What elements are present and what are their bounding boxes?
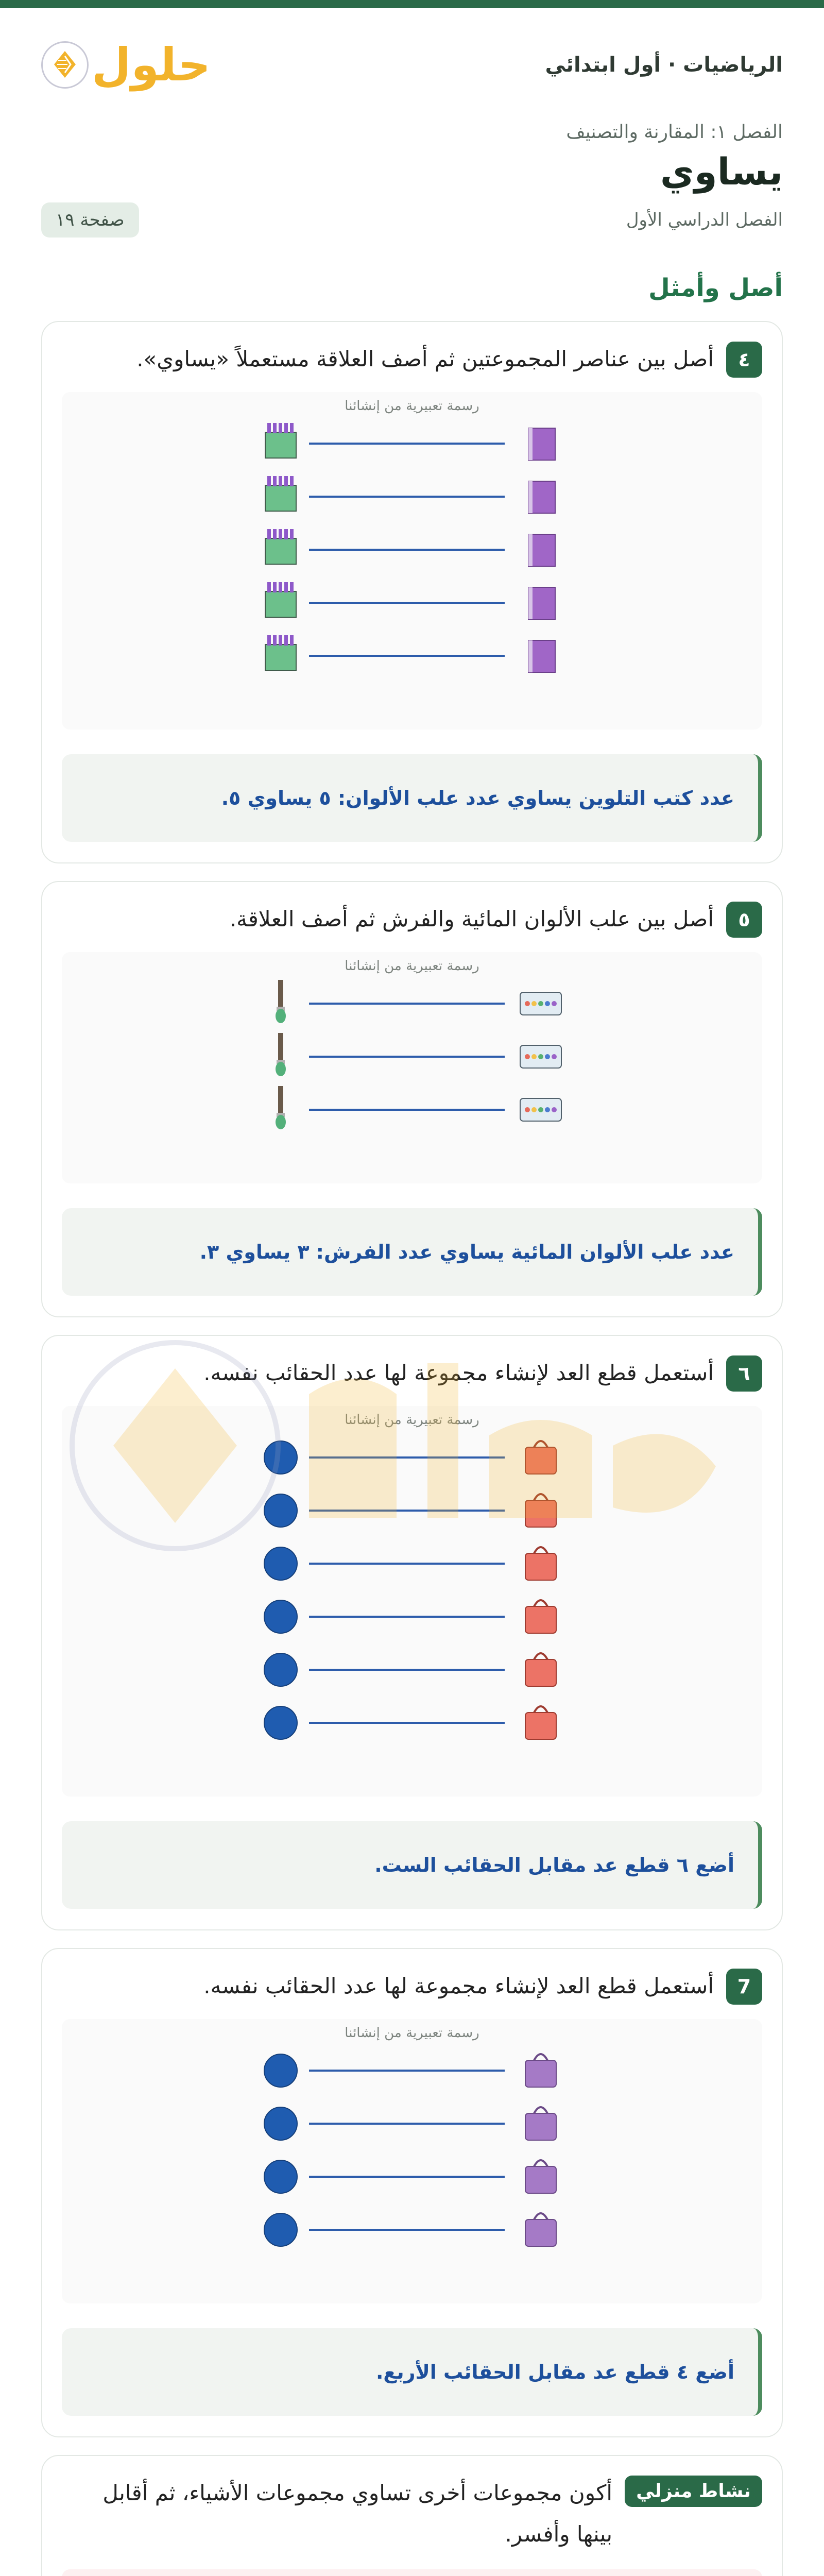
red-bag-icon [525, 1494, 556, 1527]
paint-brush-icon [276, 1033, 286, 1076]
home-activity-card [41, 2455, 783, 2576]
red-bag-icon [525, 1706, 556, 1739]
counter-icon [264, 1600, 297, 1633]
coloring-book-icon [528, 587, 555, 619]
purple-bag-icon [525, 2107, 556, 2140]
section-heading: أصل وأمثل [648, 274, 783, 302]
top-accent-bar [0, 0, 824, 8]
questions-list [41, 321, 783, 2437]
question-card [41, 321, 783, 863]
question-number: ٤ [726, 342, 762, 378]
paint-brush-icon [276, 980, 286, 1023]
answer-text: عدد كتب التلوين يساوي عدد علب الألوان: ٥ يساوي ٥. [221, 787, 734, 809]
logo-text: حلول [92, 38, 211, 91]
illustration-caption: رسمة تعبيرية من إنشائنا [345, 958, 479, 974]
matching-illustration [62, 952, 762, 1183]
page-header [41, 8, 783, 122]
matching-illustration [62, 392, 762, 730]
illustration-caption: رسمة تعبيرية من إنشائنا [345, 1412, 479, 1428]
watercolor-box-icon [520, 992, 561, 1015]
question-card [41, 1335, 783, 1930]
red-bag-icon [525, 1547, 556, 1580]
counter-icon [264, 1706, 297, 1739]
counter-icon [264, 1653, 297, 1686]
home-activity-text: أكون مجموعات أخرى تساوي مجموعات الأشياء، ثم أقابل بينها وأفسر. [102, 2480, 613, 2547]
matching-illustration [62, 2019, 762, 2303]
illustration-caption: رسمة تعبيرية من إنشائنا [345, 2025, 479, 2041]
watercolor-box-icon [520, 1098, 561, 1121]
question-card [41, 881, 783, 1317]
question-number: ٦ [726, 1355, 762, 1392]
purple-bag-icon [525, 2160, 556, 2193]
answer-box [62, 2328, 762, 2416]
counter-icon [264, 2160, 297, 2193]
purple-bag-icon [525, 2054, 556, 2087]
question-number: 7 [726, 1969, 762, 2005]
page [0, 8, 824, 2576]
counter-icon [264, 1441, 297, 1474]
paint-brush-icon [276, 1086, 286, 1129]
example-answer-note [62, 2569, 762, 2576]
crayon-box-icon [265, 423, 296, 458]
site-logo[interactable] [41, 38, 211, 91]
purple-bag-icon [525, 2213, 556, 2246]
answer-box [62, 1821, 762, 1909]
logo-emblem-icon [41, 41, 89, 89]
answer-text: أضع ٦ قطع عد مقابل الحقائب الست. [374, 1854, 734, 1876]
answer-box [62, 1208, 762, 1296]
counter-icon [264, 2213, 297, 2246]
answer-text: عدد علب الألوان المائية يساوي عدد الفرش: ٣ يساوي ٣. [199, 1241, 734, 1263]
coloring-book-icon [528, 428, 555, 460]
counter-icon [264, 2054, 297, 2087]
answer-text: أضع ٤ قطع عد مقابل الحقائب الأربع. [375, 2361, 734, 2383]
watercolor-box-icon [520, 1045, 561, 1068]
semester-label: الفصل الدراسي الأول [626, 210, 783, 230]
crayon-box-icon [265, 635, 296, 670]
crayon-box-icon [265, 476, 296, 511]
question-text: أستعمل قطع العد لإنشاء مجموعة لها عدد الحقائب نفسه. [203, 1973, 714, 1998]
red-bag-icon [525, 1441, 556, 1474]
counter-icon [264, 1494, 297, 1527]
coloring-book-icon [528, 640, 555, 672]
answer-box [62, 754, 762, 842]
lesson-title: يساوي [660, 150, 783, 193]
counter-icon [264, 2107, 297, 2140]
question-text: أصل بين علب الألوان المائية والفرش ثم أصف العلاقة. [229, 906, 714, 931]
crayon-box-icon [265, 529, 296, 564]
home-activity-badge: نشاط منزلي [625, 2476, 762, 2507]
page-number-badge: صفحة ١٩ [41, 202, 139, 238]
course-title: الرياضيات · أول ابتدائي [545, 53, 783, 77]
red-bag-icon [525, 1653, 556, 1686]
counter-icon [264, 1547, 297, 1580]
question-text: أصل بين عناصر المجموعتين ثم أصف العلاقة مستعملاً «يساوي». [136, 346, 714, 371]
coloring-book-icon [528, 534, 555, 566]
matching-illustration [62, 1406, 762, 1797]
crayon-box-icon [265, 582, 296, 617]
question-text: أستعمل قطع العد لإنشاء مجموعة لها عدد الحقائب نفسه. [203, 1360, 714, 1385]
red-bag-icon [525, 1600, 556, 1633]
coloring-book-icon [528, 481, 555, 513]
question-card [41, 1948, 783, 2437]
illustration-caption: رسمة تعبيرية من إنشائنا [345, 398, 479, 414]
question-number: ٥ [726, 902, 762, 938]
chapter-label: الفصل ١: المقارنة والتصنيف [566, 122, 783, 143]
